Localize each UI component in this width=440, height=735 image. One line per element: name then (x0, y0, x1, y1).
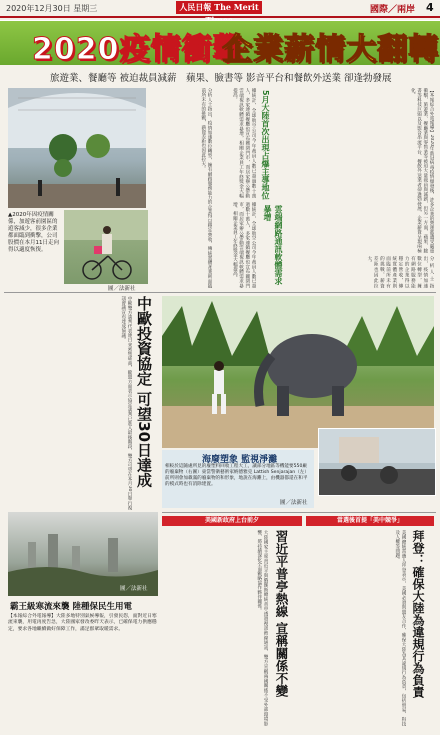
city-photo-credit: 圖／法新社 (108, 286, 136, 292)
biden-tag: 當選後首提「美中競爭」 (306, 516, 434, 526)
city-photo-caption-text: ▲2020年因疫情關係，加遊客前園區的遊客減少，很多企業都面臨到衝擊，公司股價在本月11日走向得以適度恢復。 (8, 212, 59, 253)
elephant-photo (162, 296, 434, 448)
xi-putin-tag: 美國新政府上台前夕 (162, 516, 302, 526)
city-photo (8, 88, 146, 208)
biden-body: 美國總統當選人拜登表示，美國必須與盟友合作，確保大陸為其違規行為負責，包括貿易、科技及人權等問題。 (394, 530, 406, 726)
biden-headline (410, 530, 436, 730)
top-mid-head-text: 5月大陸首次出現占爆主導地位 (261, 90, 270, 200)
smog-headline: 霸王級寒流來襲 陸種保民生用電 (10, 602, 132, 612)
section-divider-2 (162, 512, 436, 513)
page-number: 4 (426, 1, 434, 14)
body-column-a2: 據統計，全球航空公司今年裁員人數已超過數十萬人，多家連鎖餐廳也宣布關閉門市，而居家辦公帶動雲端視訊軟體需求暴增，相關企業員工年終獎金大幅提高。 (232, 202, 256, 288)
xi-putin-headline-text: 習近平普亭熱線 宣稱關係不變 (274, 530, 289, 697)
cloud-software-head-text: 雲端網路通訊軟體需求暴增 (263, 205, 283, 285)
section-name: 國際／兩岸 (370, 5, 416, 15)
masthead (0, 0, 440, 18)
body-column-a: 【本報綜合外電報導】2020年新冠病毒疫情爆發後，許多企業的營運都遭受嚴重衝擊，旅遊業、餐廳業與零售業等被迫大量裁員與減薪，但另一方面，蘋果、臉書等科技巨頭以及影音串流平台、餐飲外送業者卻逢勃發展，企業薪資呈現兩極化。 (410, 88, 434, 253)
smog-photo (8, 512, 158, 596)
top-mid-head (260, 90, 286, 200)
cyclist-illustration (64, 210, 148, 284)
city-photo-caption (8, 212, 62, 254)
city-photo-illustration (8, 88, 146, 208)
trash-inset-photo (318, 428, 436, 496)
elephant-caption-credit: 圖／法新社 (280, 500, 308, 506)
body-column-a3: 分析人士指出，疫情加速數位轉型，擁有網路服務能力的企業得以穩定營收，傳統實體產業則面臨前所未有的挑戰，薪資差距也因此拉大。 (366, 256, 434, 288)
headline-part1: 2020疫情衝擊 (32, 32, 244, 67)
body-column-b: 據統計，全球航空公司今年裁員人數已超過數十萬人，多家連鎖餐廳也宣布關閉門市，而居家辦公帶動雲端視訊軟體需求暴增，相關企業員工年終獎金大幅提高。 (232, 88, 256, 198)
cloud-software-head (262, 205, 284, 285)
headline-banner (0, 20, 440, 65)
smog-photo-credit: 圖／法新社 (120, 586, 148, 592)
smog-lead: 【本報綜合外電報導】大陸多地特別氣候導報，引發民怨，面對近日寒流來襲，用電再度告急，大陸國家發改委昨天表示，已確保電力供應穩定，要求各地繼續做好保障工作，滿足群眾取暖需求。 (8, 614, 157, 632)
china-eu-headline (134, 296, 158, 496)
cyclist-photo (64, 210, 148, 284)
trash-inset-illustration (319, 429, 435, 495)
body-column-c: 分析人士指出，疫情加速數位轉型，擁有網路服務能力的企業得以穩定營收，傳統實體產業則面臨前所未有的挑戰，薪資差距也因此拉大。 (200, 88, 212, 288)
issue-date: 2020年12月30日 星期三 (6, 4, 98, 13)
elephant-caption-title: 海廢塑象 監視淨灘 (202, 455, 278, 465)
biden-headline-text: 拜登：確保大陸為違規行為負責 (411, 530, 425, 698)
smog-illustration (8, 512, 158, 596)
china-eu-body: 中歐雙方談判代表連日來密集磋商，歐盟方面表示協定談判已進入最後階段，雙方可望在本月30日舉行視訊會議宣布達成協議。 (120, 296, 132, 510)
xi-putin-headline (272, 530, 300, 730)
china-eu-headline-text: 中歐投資協定 可望30日達成 (135, 296, 153, 488)
section-divider-1 (4, 292, 436, 293)
headline-subhead: 旅遊業、餐廳等 被迫裁員減薪 蘋果、臉書等 影音平台和餐飲外送業 卻逢勃發展 (50, 73, 392, 84)
xi-putin-body: 大陸國家主席習近平與俄羅斯總統普亭透過視訊熱線通話，雙方宣稱兩國關係不受外部環境影響，將持續深化全面戰略協作夥伴關係。 (256, 530, 268, 726)
newspaper-logo: 人民日報 The Merit (176, 1, 262, 14)
elephant-caption-block (162, 450, 314, 508)
elephant-caption-text: 相較於這隨處所見的廢塑料回收工程大工，讓部分地區等機能要550廠的廢棄物（右圖）東當警衛藝術家納德雅克 Lattish Senjarajan（左）前所則會加載滿的廢棄物的和形象，地說在海灘上，由機器都還在和平的模式時也有消除建置。 (165, 464, 309, 487)
elephant-illustration (162, 296, 434, 448)
headline-part2: 企業薪情大翻轉 (222, 32, 439, 67)
